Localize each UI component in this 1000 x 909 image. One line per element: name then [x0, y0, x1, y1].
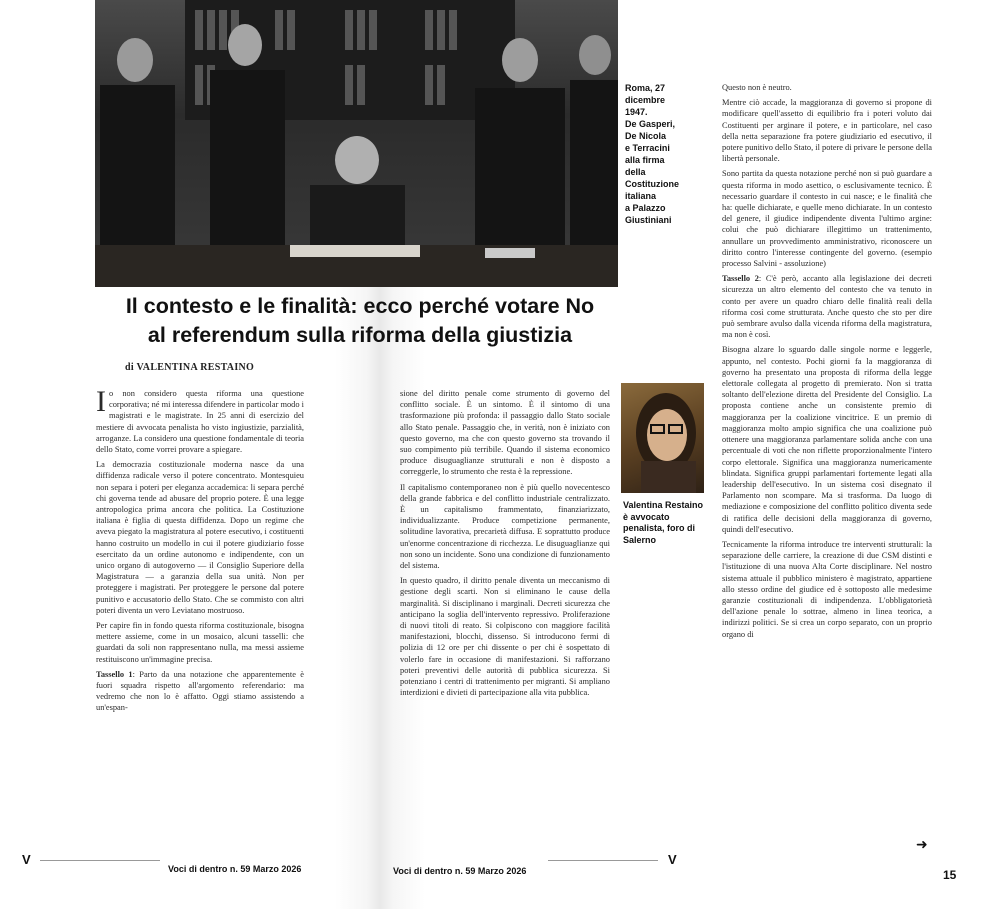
text-column-1 [96, 385, 304, 718]
paragraph: Questo non è neutro. [722, 83, 792, 92]
paragraph: : C'è però, accanto alla legislazione dei decreti sicurezza un altro elemento del contesto che va tenuto in conto per avere un quadro chiaro delle finalità reali della riforma così come strutturata. Anche questo che sto per dire può sembrare avulso dalla vicenda riforma della magistratura, ma non è così. [722, 274, 932, 340]
continue-arrow-icon: ➜ [916, 837, 928, 853]
tassello-label: Tassello 2 [722, 274, 759, 284]
paragraph: Mentre ciò accade, la maggioranza di governo si propone di modificare quell'assetto di equilibrio fra i poteri voluto dai Costituenti per arginare il potere, e in particolare, nel caso della netta separazione fra potere giudiziario ed esecutivo, il potere punitivo dello Stato, il potere di privare le persone della libertà personale. [722, 98, 933, 164]
paragraph: Sono partita da questa notazione perché non si può guardare a questa riforma in modo asettico, o esclusivamente tecnico. È necessario guardare il contesto in cui nasce; e le finalità che ha: quelle dichiarate, e quelle meno dichiarate. In un contesto del genere, il giudice indipendente diventa l'ultimo argine: colui che può dichiarare illegittimo un trattenimento, annullare un provvedimento amministrativo, riconoscere un diritto contro l'interesse contingente del governo. (esempio processo Salvini - assoluzione) [722, 169, 932, 269]
photo-caption: Roma, 27 dicembre 1947. De Gasperi, De Nicola e Terracini alla firma della Costituzione italiana a Palazzo Giustiniani [625, 83, 679, 225]
drop-cap: I [96, 385, 106, 418]
paragraph: Per capire fin in fondo questa riforma costituzionale, bisogna mettere assieme, come in un mosaico, alcuni tasselli: che guardati da soli non rappresentano nulla, ma messi assieme restituiscono un'immagine precisa. [96, 621, 304, 664]
text-column-2 [400, 388, 610, 702]
footer-right-text: Voci di dentro n. 59 Marzo 2026 [393, 866, 527, 876]
historical-photo [95, 0, 618, 287]
paragraph: In questo quadro, il diritto penale diventa un meccanismo di gestione degli scarti. Non si eliminano le cause della marginalità. Si disciplinano i marginali. Decreti sicurezza che anticipano la soglia dell'intervento repressivo. Proliferazione di nuovi titoli di reato. Si colpiscono con maggiore facilità manifestazioni, blocchi, dissenso. Si introducono fermi di polizia di 12 ore per chi dissente o per chi è sospettato di volerlo fare in occasione di manifestazioni. Si rafforzano poteri preventivi delle autorità di pubblica sicurezza. Si potenziano i centri di trattenimento per migranti. Si ampliano interdizioni e divieti di partecipazione alla vita pubblica. [400, 576, 610, 698]
paragraph: sione del diritto penale come strumento di governo del conflitto sociale. È un sintomo. È il sintomo di una trasformazione più profonda: il passaggio dallo Stato sociale allo Stato penale. Passaggio che, in verità, non è iniziato con questo governo, ma che con questo governo sta trovando il suo compimento più terribile. Quando il sistema economico produce disuguaglianze strutturali e non è disposto a correggerle, lo strumento che resta è la repressione. [400, 389, 610, 477]
title-line-2: al referendum sulla riforma della giustizia [147, 323, 573, 347]
paragraph: Il capitalismo contemporaneo non è più quello novecentesco della grande fabbrica e del conflitto industriale centralizzato. È un capitalismo frammentato, finanziarizzato, individualizzante. Produce competizione permanente, solitudine lavorativa, precarietà diffusa. E soprattutto produce un'enorme concentrazione di ricchezza. Le disuguaglianze qui non sono un incidente. Sono una condizione di funzionamento del sistema. [400, 482, 610, 571]
paragraph: Tecnicamente la riforma introduce tre interventi strutturali: la separazione delle carriere, la creazione di due CSM distinti e l'istituzione di una nuova Alta Corte disciplinare. Nel nostro sistema attuale il pubblico ministero è magistrato, appartiene allo stesso ordine del giudice ed è sottoposto alle medesime garanzie costituzionali di indipendenza. L'obbligatorietà dell'azione penale lo sottrae, almeno in linea teorica, a indirizzi politici. Se si crea un corpo separato, con un proprio organo di [722, 539, 932, 639]
footer-left-text: Voci di dentro n. 59 Marzo 2026 [168, 864, 302, 874]
footer-rule-left [40, 860, 160, 861]
paragraph: La democrazia costituzionale moderna nasce da una diffidenza radicale verso il potere concentrato. Montesquieu non separa i poteri per eleganza accademica: li separa perché chi governa tende ad abusare del proprio potere. È una legge antropologica prima ancora che politica. La Costituzione italiana è figlia di questa diffidenza. Dopo un regime che aveva piegato la magistratura al potere esecutivo, i costituenti hanno costruito un modello in cui il potere giudiziario fosse esercitato da un ordine autonomo e indipendente, con un unico organo di autogoverno — il Consiglio Superiore della Magistratura — a garanzia della sua unità. Non per proteggere i magistrati. Per proteggere le persone dal potere punitivo e accusatorio dello Stato. Che se commisto con altri poteri diventa un vero Leviatano mostruoso. [96, 460, 304, 615]
page-number: 15 [943, 868, 957, 882]
footer-rule-right [548, 860, 658, 861]
byline: di VALENTINA RESTAINO [125, 362, 255, 373]
portrait-illustration [621, 383, 704, 493]
author-portrait [621, 383, 704, 493]
photo-illustration [95, 0, 618, 287]
article-title [30, 292, 690, 350]
portrait-caption: Valentina Restaino è avvocato penalista, foro di Salerno [623, 500, 704, 545]
title-line-1: Il contesto e le finalità: ecco perché votare No [125, 294, 595, 318]
magazine-logo-right: V [668, 852, 677, 867]
magazine-logo-left: V [22, 852, 31, 867]
paragraph: Bisogna alzare lo sguardo dalle singole norme e leggerle, appunto, nel contesto. Pochi giorni fa la maggioranza di governo ha presentato una proposta di riforma della legge elettorale collegata al progetto di premierato. Non si tratta soltanto dell'elezione diretta del Presidente del Consiglio. La proposta contiene anche un consistente premio di maggioranza per la coalizione vincitrice. E un premio di maggioranza molto ampio significa che una coalizione può ottenere una maggioranza parlamentare solida anche con una percentuale di voti che non riflette proporzionalmente l'intero corpo elettorale. Significa una maggioranza numericamente blindata. Significa gruppi parlamentari fortemente legati alla leadership dell'esecutivo. In un sistema così disegnato il Parlamento non scompare. Ma si trasforma. Da luogo di mediazione e composizione del conflitto politico diventa sede di ratifica delle decisioni della maggioranza di governo, quindi dell'esecutivo. [722, 345, 932, 534]
paragraph: : Parto da una notazione che apparentemente è fuori squadra rispetto all'argomento referendario: ma vedremo che non lo è affatto. Oggi stiamo assistendo a un'espan- [96, 669, 304, 713]
text-column-3 [722, 82, 932, 644]
paragraph: o non considero questa riforma una questione corporativa; né mi interessa difendere in particolar modo i magistrati e le magistrate. In 25 anni di esercizio del mestiere di avvocata penalista ho visto ingiustizie, parzialità, arroganze. La considero una questione fondamentale di teoria dello Stato, come vorrei provare a spiegare. [96, 389, 304, 455]
tassello-label: Tassello 1 [96, 669, 133, 679]
